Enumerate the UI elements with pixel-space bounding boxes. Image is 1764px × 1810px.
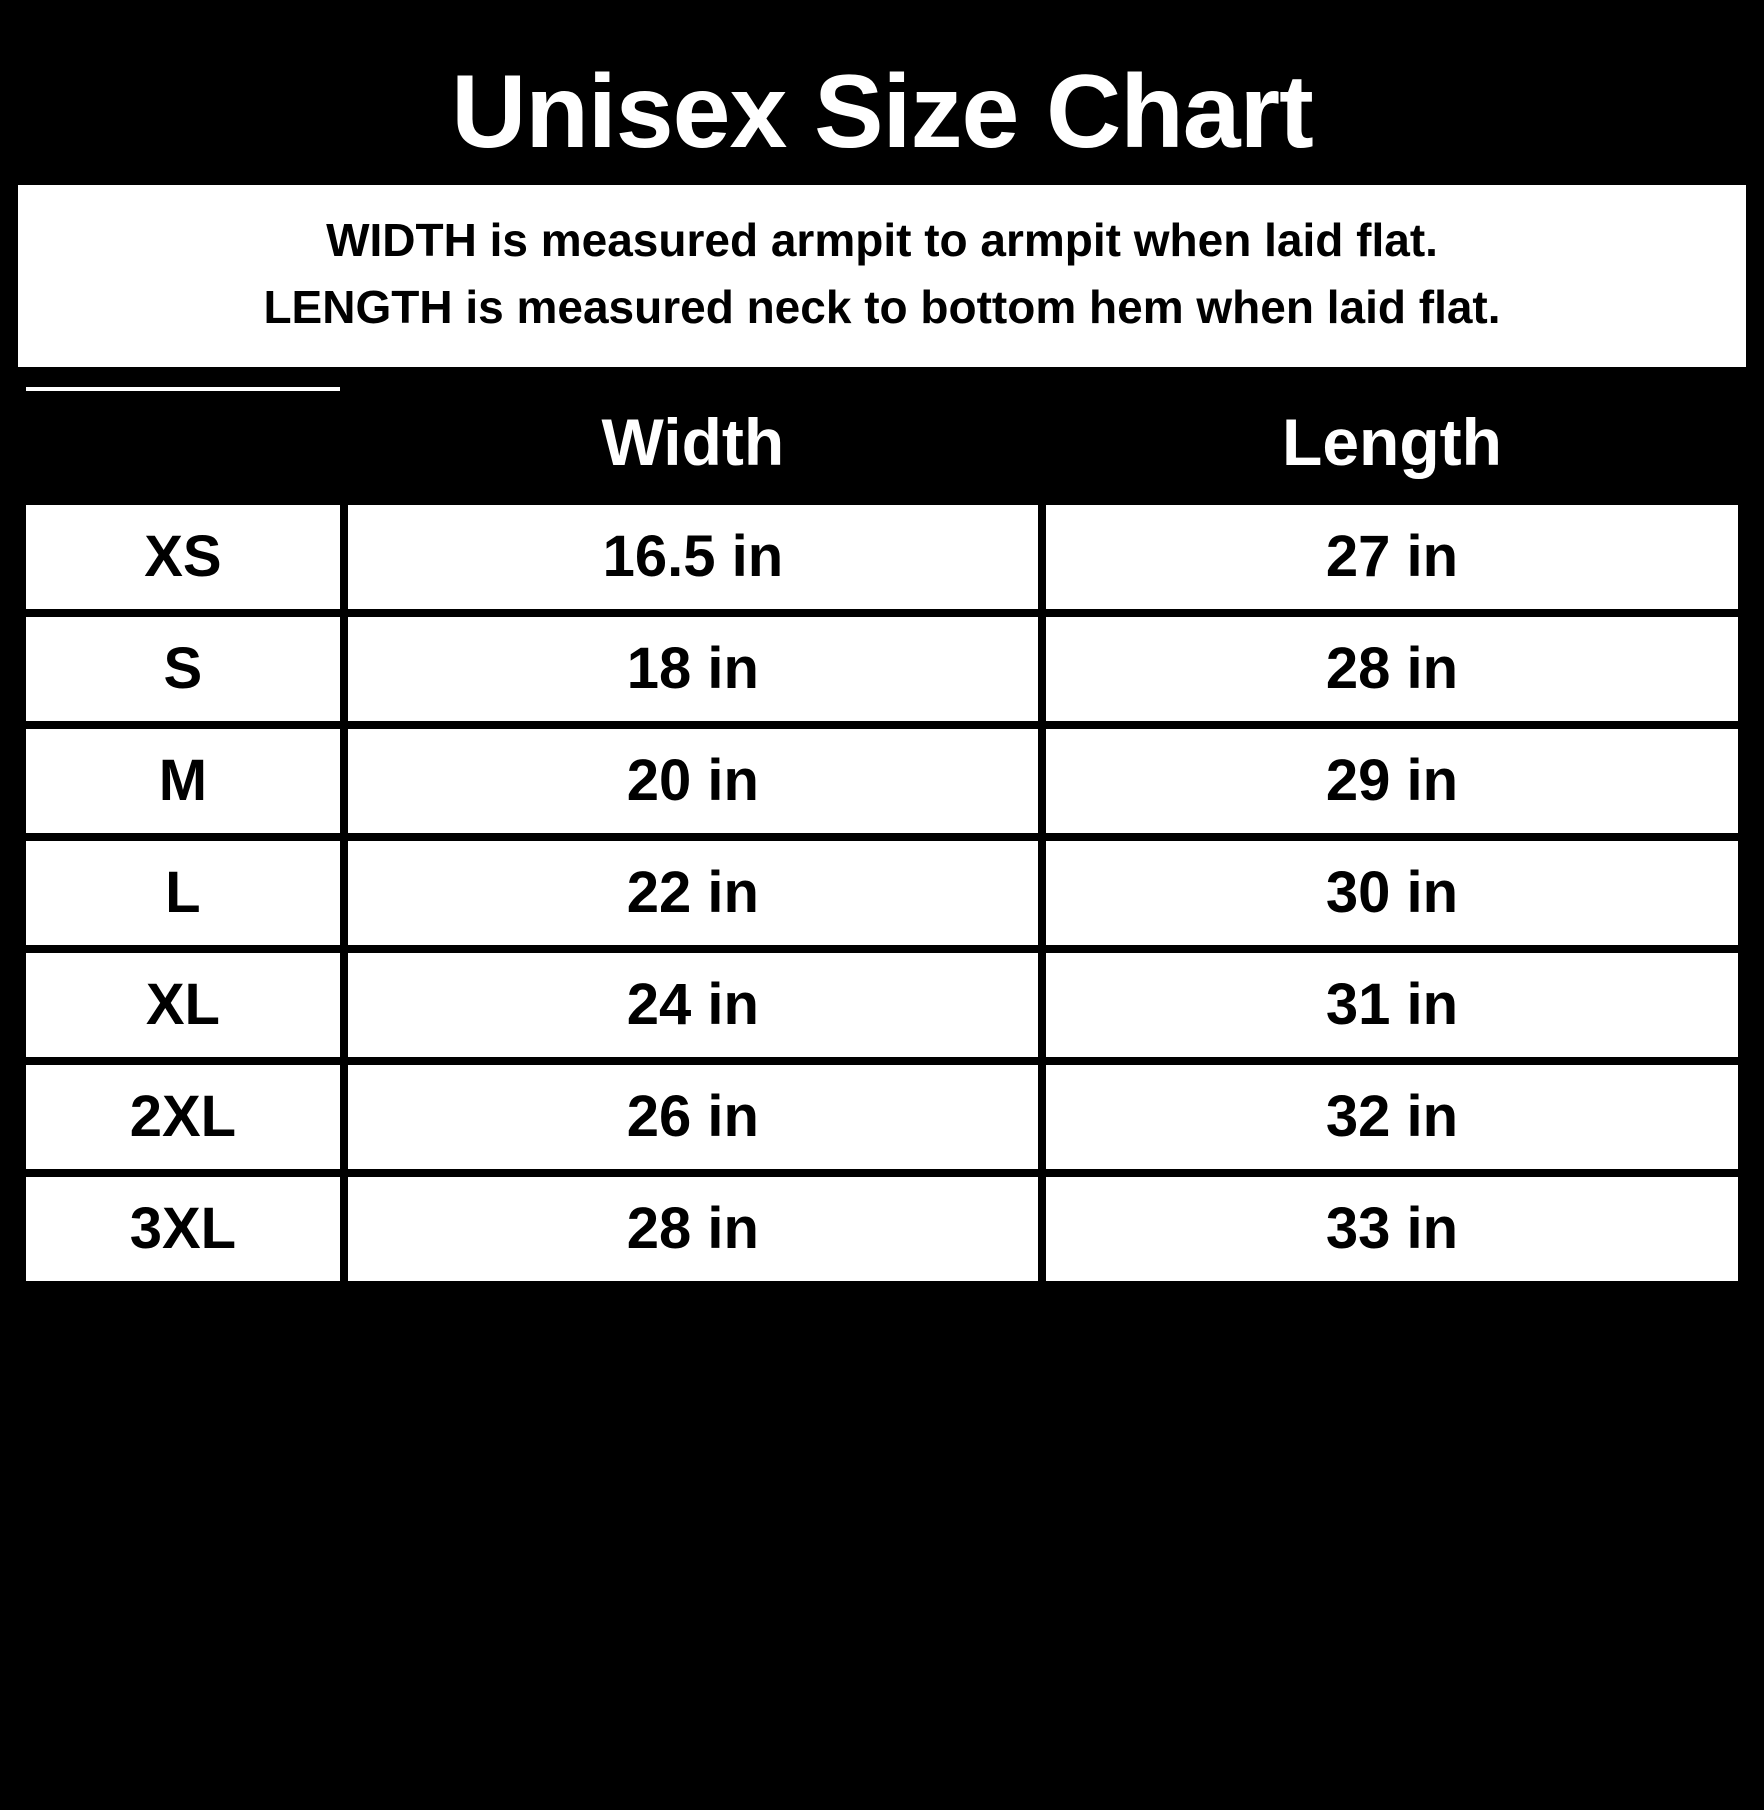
cell-width: 28 in	[348, 1177, 1038, 1281]
size-table	[18, 379, 1746, 1289]
cell-size: XS	[26, 505, 340, 609]
cell-length: 31 in	[1046, 953, 1738, 1057]
table-row	[26, 953, 1738, 1057]
cell-width: 20 in	[348, 729, 1038, 833]
note-width: WIDTH is measured armpit to armpit when laid flat.	[326, 214, 1438, 267]
cell-width: 16.5 in	[348, 505, 1038, 609]
cell-width: 22 in	[348, 841, 1038, 945]
table-header	[26, 387, 1738, 497]
table-row	[26, 617, 1738, 721]
table-row	[26, 505, 1738, 609]
header-size	[26, 387, 340, 497]
size-table-wrap	[18, 367, 1746, 1810]
page-title: Unisex Size Chart	[451, 54, 1313, 170]
table-header-row	[26, 387, 1738, 497]
cell-size: L	[26, 841, 340, 945]
cell-width: 26 in	[348, 1065, 1038, 1169]
cell-size: S	[26, 617, 340, 721]
cell-width: 24 in	[348, 953, 1038, 1057]
cell-length: 30 in	[1046, 841, 1738, 945]
cell-width: 18 in	[348, 617, 1038, 721]
note-length: LENGTH is measured neck to bottom hem when laid flat.	[263, 280, 1501, 333]
cell-size: 3XL	[26, 1177, 340, 1281]
cell-size: M	[26, 729, 340, 833]
table-row	[26, 841, 1738, 945]
cell-length: 27 in	[1046, 505, 1738, 609]
table-body	[26, 505, 1738, 1281]
header-length: Length	[1046, 387, 1738, 497]
cell-length: 29 in	[1046, 729, 1738, 833]
header-width: Width	[348, 387, 1038, 497]
cell-size: XL	[26, 953, 340, 1057]
table-row	[26, 1065, 1738, 1169]
cell-length: 32 in	[1046, 1065, 1738, 1169]
cell-size: 2XL	[26, 1065, 340, 1169]
table-row	[26, 729, 1738, 833]
measurement-notes	[18, 185, 1746, 366]
cell-length: 33 in	[1046, 1177, 1738, 1281]
table-row	[26, 1177, 1738, 1281]
cell-length: 28 in	[1046, 617, 1738, 721]
